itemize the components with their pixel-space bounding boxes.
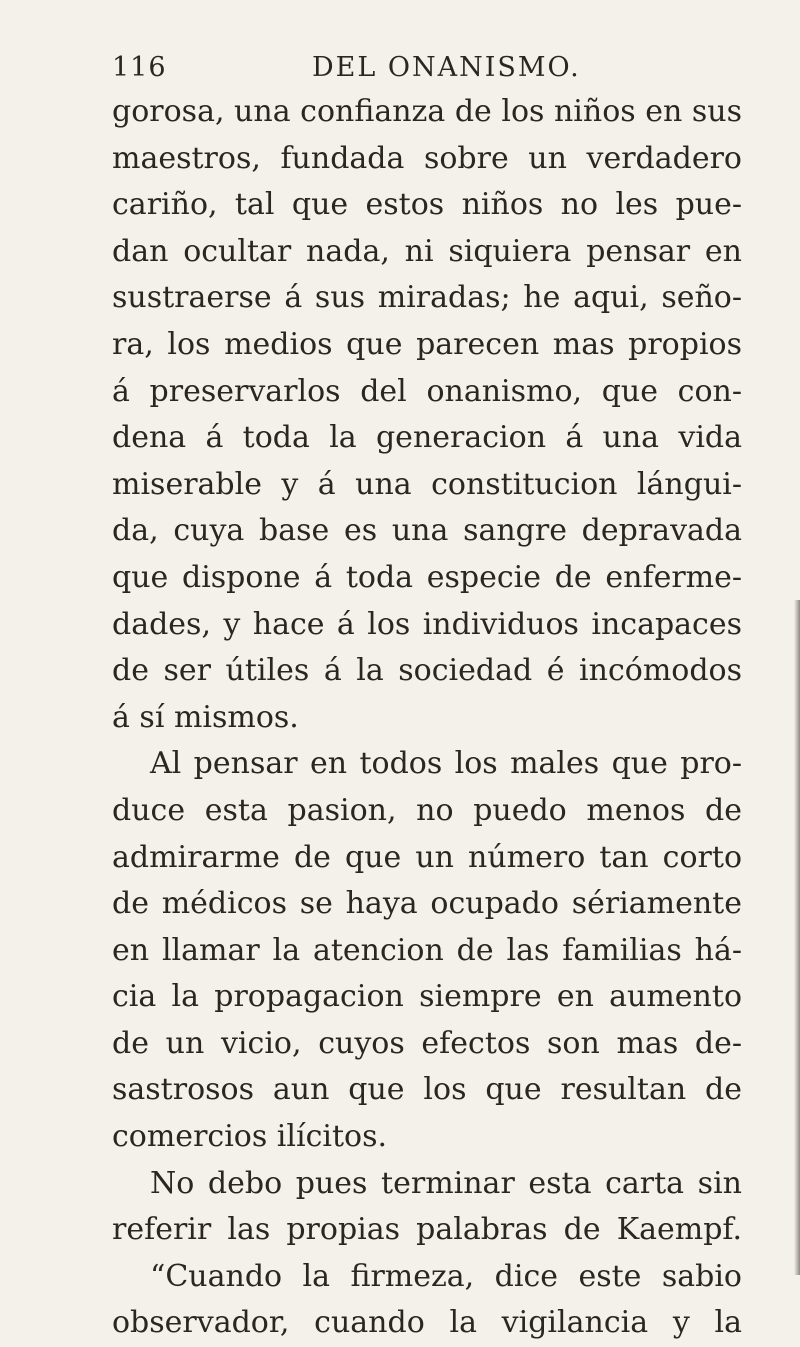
text-line: ra, los medios que parecen mas propios: [112, 326, 742, 362]
text-line: cariño, tal que estos niños no les pue-: [112, 187, 742, 223]
text-line: en llamar la atencion de las familias há-: [112, 932, 742, 968]
text-line: dan ocultar nada, ni siquiera pensar en: [112, 233, 742, 269]
text-line: admirarme de que un número tan corto: [112, 839, 742, 875]
text-line: que dispone á toda especie de enferme-: [112, 559, 742, 595]
text-line: sastrosos aun que los que resultan de: [112, 1072, 742, 1108]
text-line: dades, y hace á los individuos incapaces: [112, 606, 742, 642]
page-number: 116: [112, 52, 167, 83]
text-line: gorosa, una confianza de los niños en sus: [112, 94, 742, 129]
running-title: DEL ONANISMO.: [312, 52, 581, 83]
text-line: da, cuya base es una sangre depravada: [112, 513, 742, 549]
text-line: maestros, fundada sobre un verdadero: [112, 140, 742, 176]
paragraph-start-line: No debo pues terminar esta carta sin: [150, 1165, 742, 1201]
text-line: miserable y á una constitucion lángui-: [112, 466, 742, 502]
page-edge-shadow: [794, 600, 800, 1275]
text-line: observador, cuando la vigilancia y la: [112, 1305, 742, 1341]
text-line: á preservarlos del onanismo, que con-: [112, 373, 742, 409]
running-head: [112, 52, 732, 92]
text-line: de médicos se haya ocupado sériamente: [112, 886, 742, 922]
text-line: duce esta pasion, no puedo menos de: [112, 792, 742, 828]
paragraph-start-line: Al pensar en todos los males que pro-: [150, 746, 742, 782]
text-line: sustraerse á sus miradas; he aqui, seño-: [112, 280, 742, 316]
text-line: referir las propias palabras de Kaempf.: [112, 1212, 742, 1248]
text-line: dena á toda la generacion á una vida: [112, 420, 742, 456]
text-line: de ser útiles á la sociedad é incómodos: [112, 653, 742, 689]
body-text: [112, 89, 742, 1347]
quote-start-line: “Cuando la firmeza, dice este sabio: [150, 1258, 742, 1294]
text-line: comercios ilícitos.: [112, 1119, 388, 1155]
text-line: cia la propagacion siempre en aumento: [112, 979, 742, 1015]
text-line: de un vicio, cuyos efectos son mas de-: [112, 1025, 742, 1061]
text-line: á sí mismos.: [112, 699, 299, 735]
